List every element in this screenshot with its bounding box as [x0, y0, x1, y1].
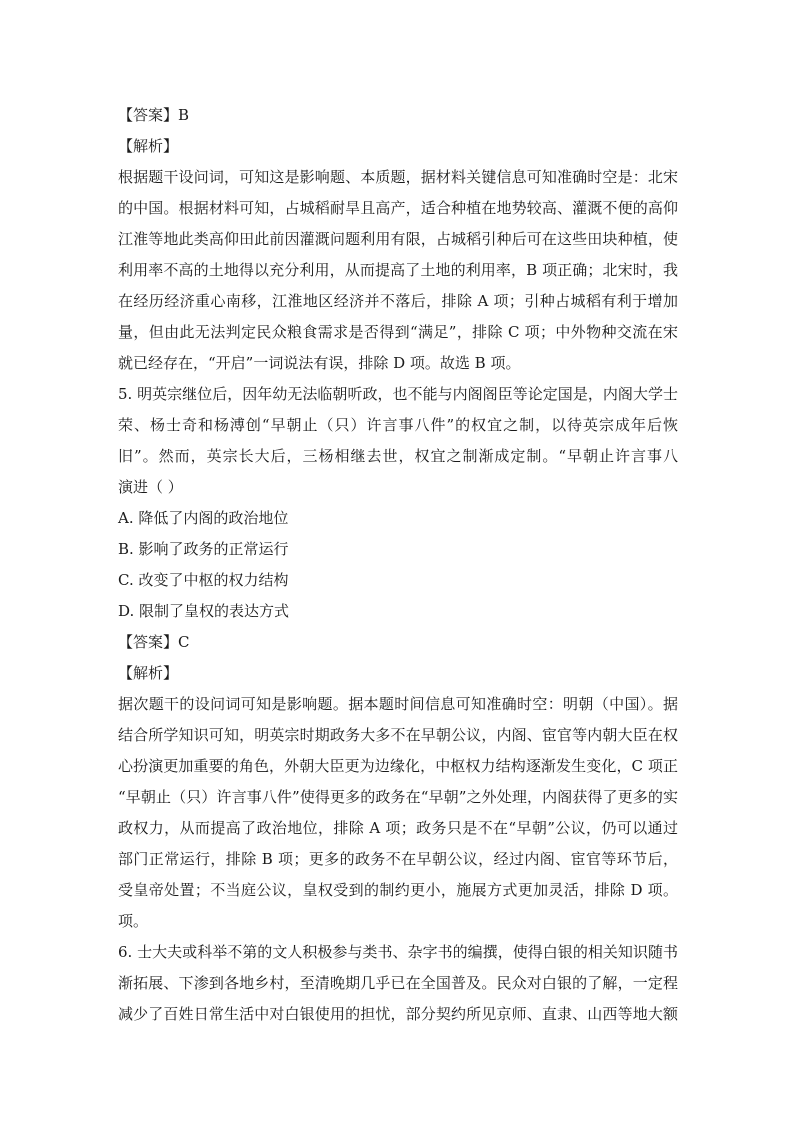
analysis-line: 根据题干设问词，可知这是影响题、本质题，据材料关键信息可知准确时空是：北宋 — [118, 168, 678, 186]
question-stem-line: 减少了百姓日常生活中对白银使用的担忧，部分契约所见京师、直隶、山西等地大额 — [118, 1005, 678, 1023]
option-d: D. 限制了皇权的表达方式 — [118, 602, 290, 620]
analysis-line: 结合所学知识可知，明英宗时期政务大多不在早朝公议，内阁、宦官等内朝大臣在权 — [118, 726, 678, 744]
analysis-line: 江淮等地此类高仰田此前因灌溉问题利用有限，占城稻引种后可在这些田块种植，使 — [118, 230, 678, 248]
option-c: C. 改变了中枢的权力结构 — [118, 571, 289, 589]
document-body — [118, 100, 678, 1030]
analysis-line: 部门正常运行，排除 B 项；更多的政务不在早朝公议，经过内阁、宦官等环节后， — [118, 850, 678, 868]
option-b: B. 影响了政务的正常运行 — [118, 540, 289, 558]
question-stem-line: 5. 明英宗继位后，因年幼无法临朝听政，也不能与内阁阁臣等论定国是，内阁大学士 — [118, 385, 678, 403]
analysis-line: 利用率不高的土地得以充分利用，从而提高了土地的利用率，B 项正确；北宋时，我 — [118, 261, 678, 279]
analysis-line: 的中国。根据材料可知，占城稻耐旱且高产，适合种植在地势较高、灌溉不便的高仰 — [118, 199, 678, 217]
analysis-line: “早朝止（只）许言事八件”使得更多的政务在“早朝”之外处理，内阁获得了更多的实 — [118, 788, 678, 806]
question-stem-line: 旧”。然而，英宗长大后，三杨相继去世，权宜之制渐成定制。“早朝止许言事八 — [118, 447, 678, 465]
analysis-line: 就已经存在，“开启”一词说法有误，排除 D 项。故选 B 项。 — [118, 354, 521, 372]
analysis-line: 据次题干的设问词可知是影响题。据本题时间信息可知准确时空：明朝（中国）。据 — [118, 695, 678, 713]
answer-line: 【答案】C — [118, 633, 190, 651]
option-a: A. 降低了内阁的政治地位 — [118, 509, 289, 527]
analysis-line: 量，但由此无法判定民众粮食需求是否得到“满足”，排除 C 项；中外物种交流在宋 — [118, 323, 678, 341]
question-stem-line: 渐拓展、下渗到各地乡村，至清晚期几乎已在全国普及。民众对白银的了解，一定程 — [118, 974, 678, 992]
question-stem-line: 荣、杨士奇和杨溥创“早朝止（只）许言事八件”的权宜之制，以待英宗成年后恢 — [118, 416, 678, 434]
analysis-label: 【解析】 — [118, 137, 179, 155]
answer-line: 【答案】B — [118, 106, 190, 124]
analysis-line: 受皇帝处置；不当庭公议，皇权受到的制约更小，施展方式更加灵活，排除 D 项。 — [118, 881, 678, 899]
analysis-line: 在经历经济重心南移，江淮地区经济并不落后，排除 A 项；引种占城稻有利于增加 — [118, 292, 678, 310]
analysis-label: 【解析】 — [118, 664, 179, 682]
question-stem-line: 演进（ ） — [118, 478, 183, 496]
analysis-line: 项。 — [118, 912, 149, 930]
question-stem-line: 6. 士大夫或科举不第的文人积极参与类书、杂字书的编撰，使得白银的相关知识随书 — [118, 943, 678, 961]
analysis-line: 心扮演更加重要的角色，外朝大臣更为边缘化，中枢权力结构逐渐发生变化，C 项正 — [118, 757, 678, 775]
analysis-line: 政权力，从而提高了政治地位，排除 A 项；政务只是不在“早朝”公议，仍可以通过 — [118, 819, 678, 837]
